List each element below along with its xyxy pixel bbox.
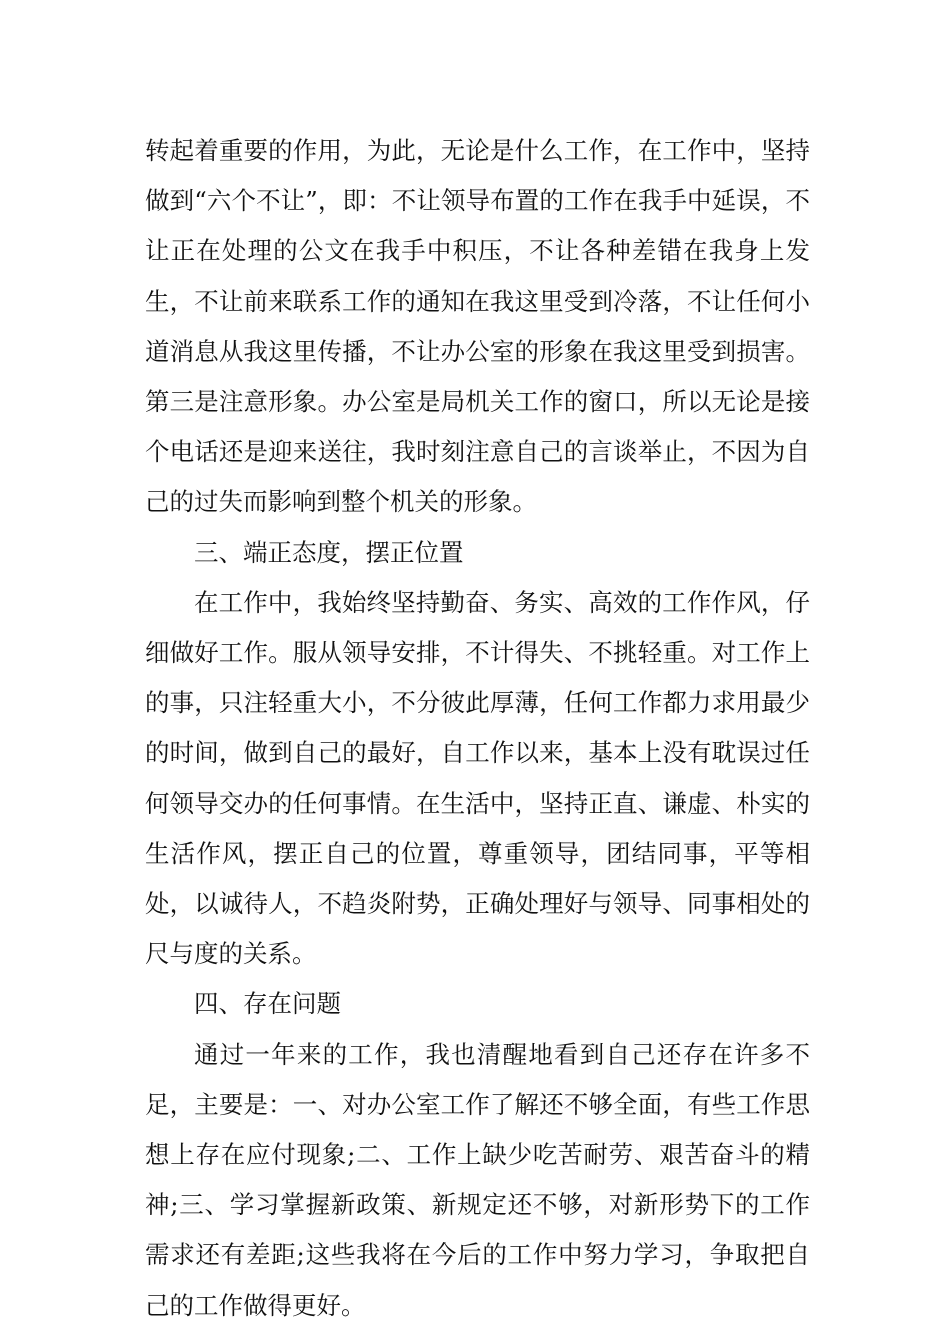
document-body <box>145 126 810 1331</box>
paragraph-attitude: 在工作中，我始终坚持勤奋、务实、高效的工作作风，仔细做好工作。服从领导安排，不计得失、不挑轻重。对工作上的事，只注轻重大小，不分彼此厚薄，任何工作都力求用最少的时间，做到自己的最好，自工作以来，基本上没有耽误过任何领导交办的任何事情。在生活中，坚持正直、谦虚、朴实的生活作风，摆正自己的位置，尊重领导，团结同事，平等相处，以诚待人，不趋炎附势，正确处理好与领导、同事相处的尺与度的关系。 <box>145 587 810 969</box>
paragraph-continued-text: 转起着重要的作用，为此，无论是什么工作，在工作中，坚持做到“六个不让”，即：不让领导布置的工作在我手中延误，不让正在处理的公文在我手中积压，不让各种差错在我身上发生，不让前来联系工作的通知在我这里受到冷落，不让任何小道消息从我这里传播，不让办公室的形象在我这里受到损害。第三是注意形象。办公室是局机关工作的窗口，所以无论是接个电话还是迎来送往，我时刻注意自己的言谈举止，不因为自己的过失而影响到整个机关的形象。 <box>145 136 810 517</box>
paragraph-problems: 通过一年来的工作，我也清醒地看到自己还存在许多不足，主要是：一、对办公室工作了解还不够全面，有些工作思想上存在应付现象;二、工作上缺少吃苦耐劳、艰苦奋斗的精神;三、学习掌握新政策、新规定还不够，对新形势下的工作需求还有差距;这些我将在今后的工作中努力学习，争取把自己的工作做得更好。 <box>145 1039 810 1320</box>
section-heading-three: 三、端正态度，摆正位置 <box>194 537 464 567</box>
section-heading-four: 四、存在问题 <box>194 989 341 1019</box>
